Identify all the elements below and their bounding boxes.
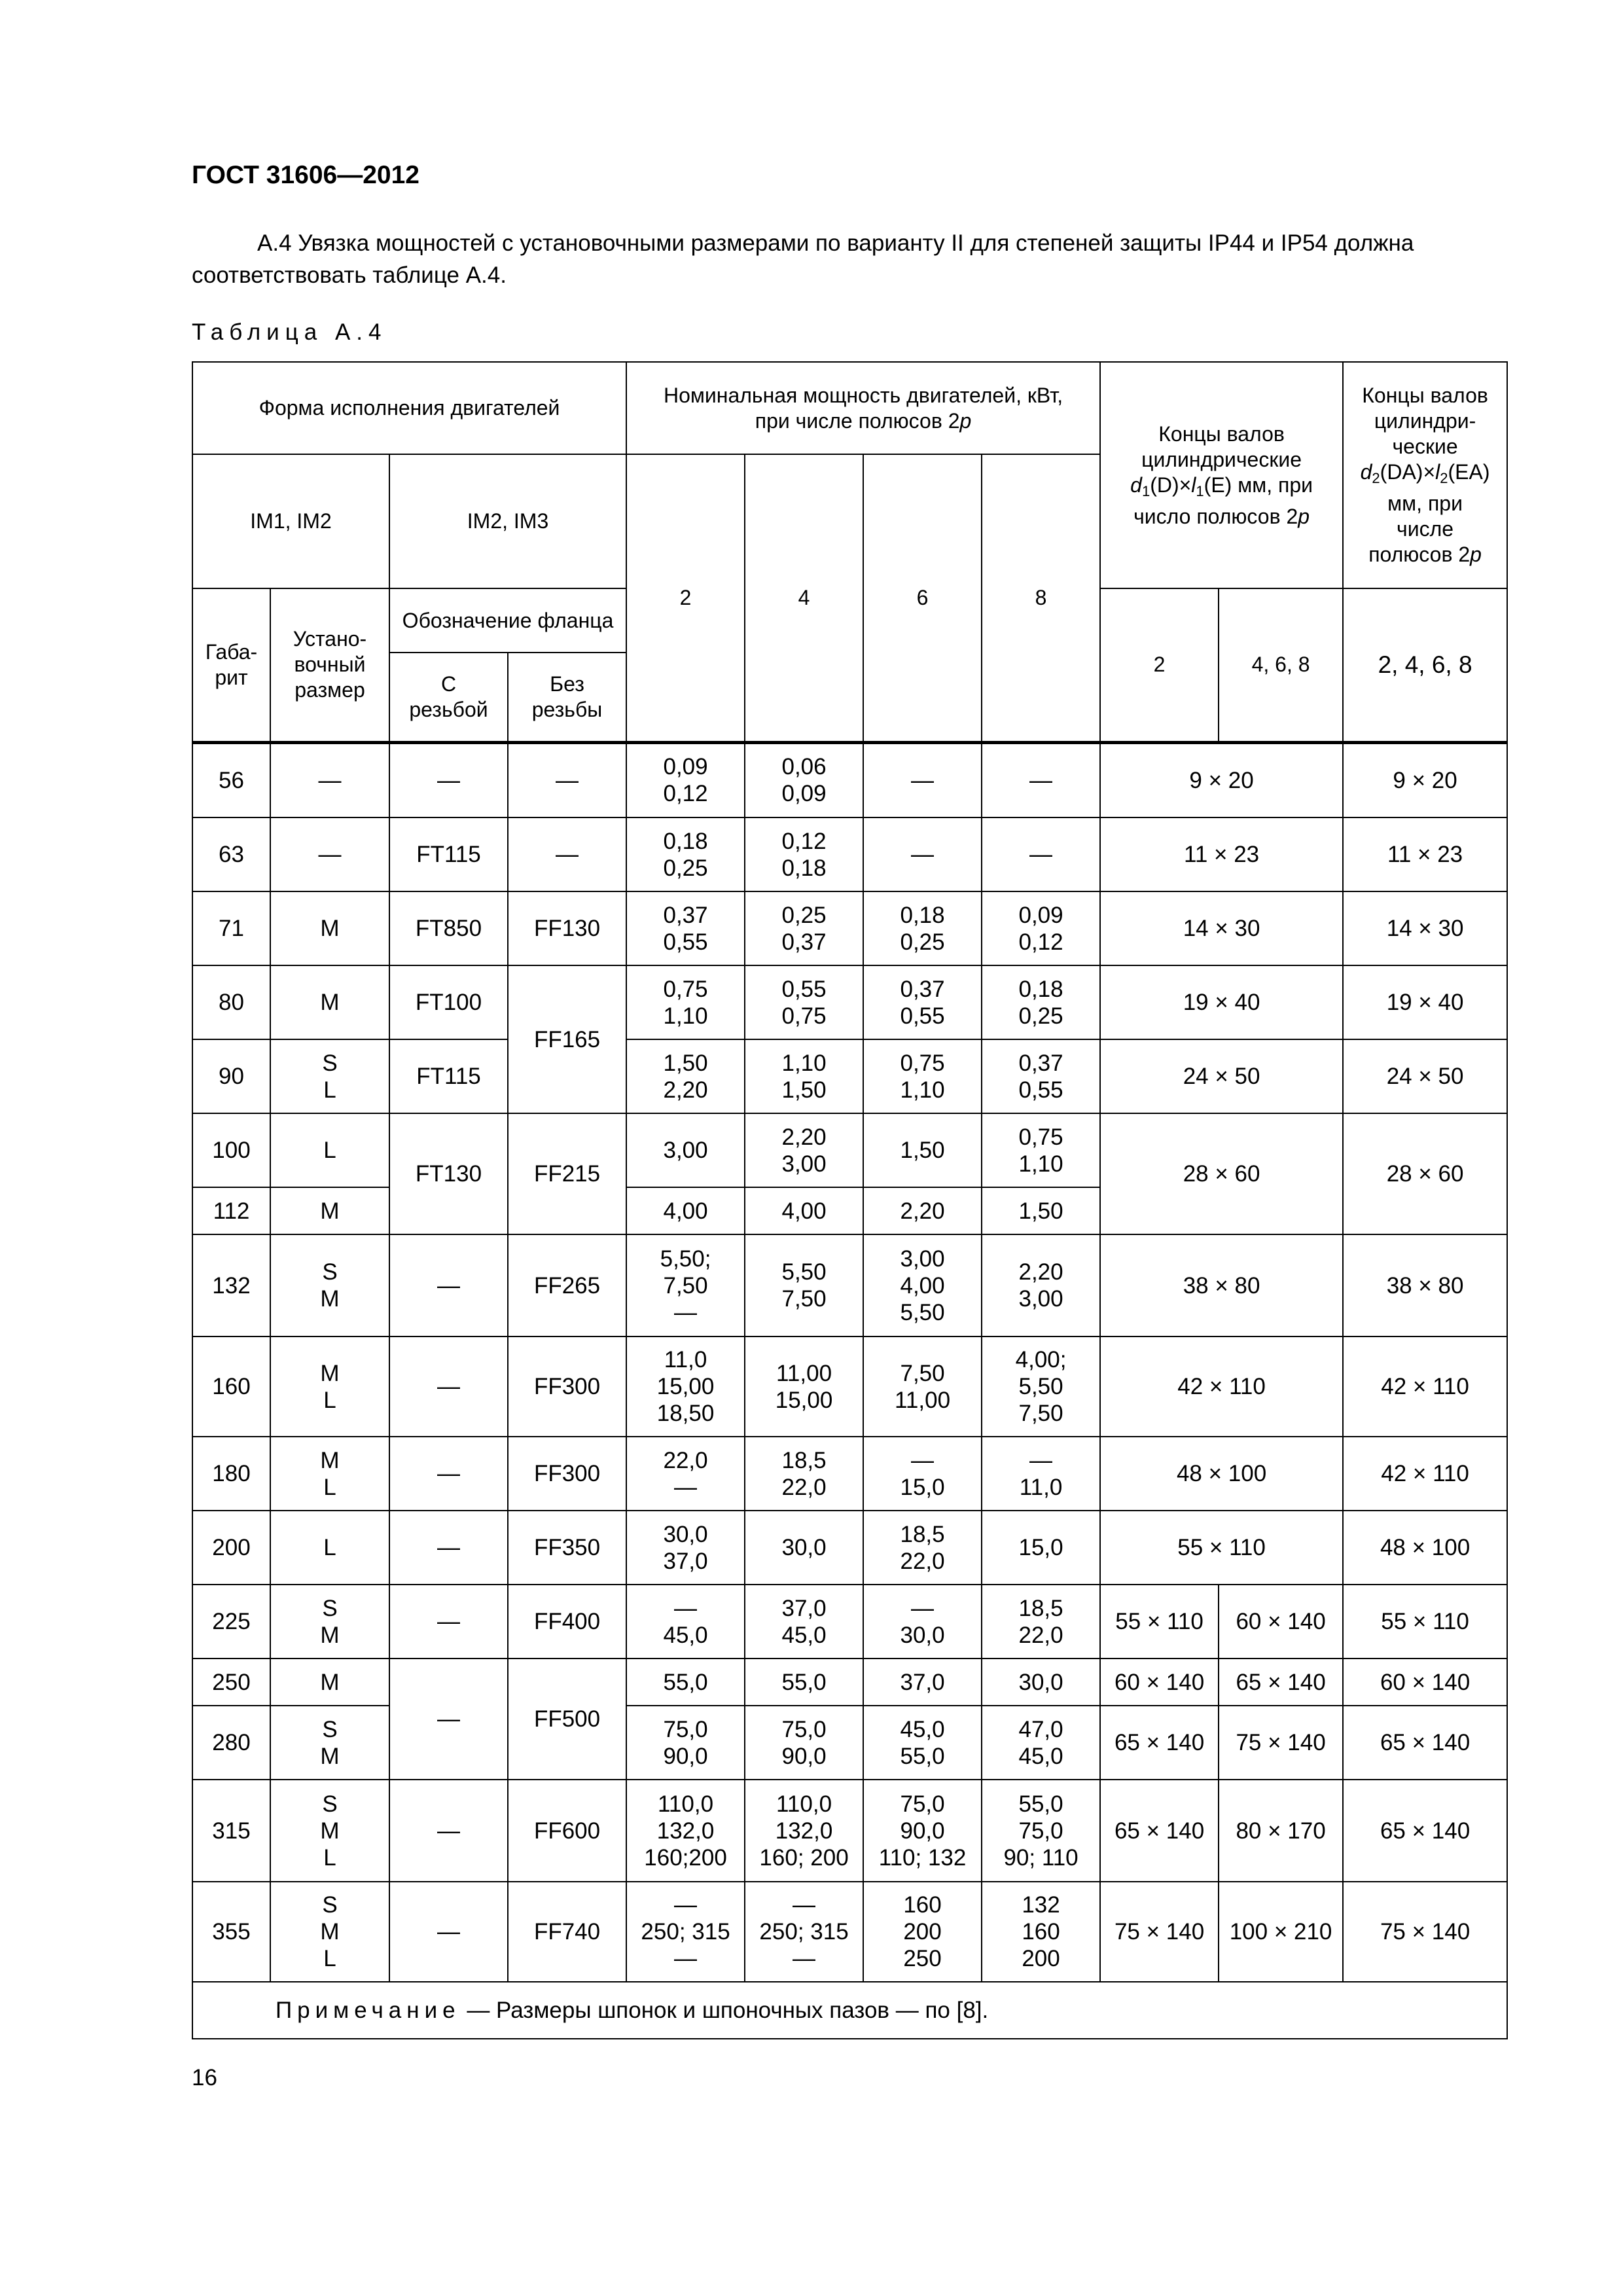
cell-thread: — — [389, 742, 508, 817]
table-row — [192, 742, 1507, 817]
cell-p4: — 250; 315 — — [745, 1882, 863, 1982]
cell-p6: 0,75 1,10 — [863, 1039, 982, 1113]
cell-ust: S M — [270, 1585, 389, 1659]
cell-gabarit: 71 — [192, 891, 270, 965]
cell-p2: — 250; 315 — — [626, 1882, 745, 1982]
table-row — [192, 891, 1507, 965]
cell-p6: 7,50 11,00 — [863, 1336, 982, 1437]
cell-d1: 38 × 80 — [1100, 1234, 1343, 1336]
note-text: — Размеры шпонок и шпоночных пазов — по [8]. — [460, 1998, 989, 2023]
cell-thread: — — [389, 1234, 508, 1336]
cell-p2: — 45,0 — [626, 1585, 745, 1659]
cell-d1-2: 65 × 140 — [1100, 1780, 1219, 1882]
cell-nothread: — — [508, 817, 626, 891]
table-note-row — [192, 1982, 1507, 2039]
cell-d1: 11 × 23 — [1100, 817, 1343, 891]
cell-p8: — — [982, 817, 1100, 891]
table-row — [192, 1039, 1507, 1113]
cell-p8: 4,00; 5,50 7,50 — [982, 1336, 1100, 1437]
cell-thread: — — [389, 1511, 508, 1585]
cell-d2: 75 × 140 — [1343, 1882, 1507, 1982]
cell-nothread: FF215 — [508, 1113, 626, 1234]
cell-d1-2: 55 × 110 — [1100, 1585, 1219, 1659]
cell-ust: M L — [270, 1437, 389, 1511]
cell-d2: 14 × 30 — [1343, 891, 1507, 965]
cell-p4: 11,00 15,00 — [745, 1336, 863, 1437]
cell-p6: 160 200 250 — [863, 1882, 982, 1982]
header-shaft-d1: Концы валов цилиндрические $d_1(D)\times l_1(E)$ мм, при число полюсов 2p — [1100, 362, 1343, 588]
cell-p8: 0,75 1,10 — [982, 1113, 1100, 1187]
cell-p2: 75,0 90,0 — [626, 1706, 745, 1780]
cell-p2: 0,09 0,12 — [626, 742, 745, 817]
cell-ust: S M L — [270, 1780, 389, 1882]
cell-d1-468: 60 × 140 — [1219, 1585, 1343, 1659]
cell-thread: — — [389, 1659, 508, 1780]
cell-d2: 9 × 20 — [1343, 742, 1507, 817]
cell-ust: — — [270, 742, 389, 817]
cell-d2: 65 × 140 — [1343, 1706, 1507, 1780]
cell-thread: — — [389, 1882, 508, 1982]
cell-ust: S M — [270, 1706, 389, 1780]
table-row — [192, 1780, 1507, 1882]
cell-p8: 0,18 0,25 — [982, 965, 1100, 1039]
header-power: Номинальная мощность двигателей, кВт, при числе полюсов 2p — [626, 362, 1100, 454]
cell-d1-2: 60 × 140 — [1100, 1659, 1219, 1706]
page-number: 16 — [192, 2065, 217, 2090]
cell-d2: 11 × 23 — [1343, 817, 1507, 891]
cell-p8: 2,20 3,00 — [982, 1234, 1100, 1336]
header-ust: Устано- вочный размер — [270, 588, 389, 742]
cell-gabarit: 355 — [192, 1882, 270, 1982]
cell-p8: 47,0 45,0 — [982, 1706, 1100, 1780]
cell-p4: 55,0 — [745, 1659, 863, 1706]
cell-p6: — — [863, 742, 982, 817]
cell-gabarit: 63 — [192, 817, 270, 891]
cell-d1-468: 75 × 140 — [1219, 1706, 1343, 1780]
cell-d2: 42 × 110 — [1343, 1336, 1507, 1437]
cell-d1: 48 × 100 — [1100, 1437, 1343, 1511]
cell-ust: M — [270, 891, 389, 965]
cell-p8: 132 160 200 — [982, 1882, 1100, 1982]
cell-d2: 38 × 80 — [1343, 1234, 1507, 1336]
cell-p2: 5,50; 7,50 — — [626, 1234, 745, 1336]
cell-p6: — 30,0 — [863, 1585, 982, 1659]
cell-p8: 55,0 75,0 90; 110 — [982, 1780, 1100, 1882]
header-poles-2: 2 — [626, 454, 745, 742]
cell-d1: 55 × 110 — [1100, 1511, 1343, 1585]
cell-nothread: FF165 — [508, 965, 626, 1113]
cell-p6: 18,5 22,0 — [863, 1511, 982, 1585]
cell-gabarit: 112 — [192, 1187, 270, 1234]
cell-gabarit: 160 — [192, 1336, 270, 1437]
header-im23: IM2, IM3 — [389, 454, 626, 588]
cell-nothread: FF600 — [508, 1780, 626, 1882]
cell-p4: 18,5 22,0 — [745, 1437, 863, 1511]
table-row — [192, 1113, 1507, 1187]
cell-p2: 3,00 — [626, 1113, 745, 1187]
header-d1-poles-468: 4, 6, 8 — [1219, 588, 1343, 742]
header-d2-poles-all: 2, 4, 6, 8 — [1343, 588, 1507, 742]
cell-p6: 45,0 55,0 — [863, 1706, 982, 1780]
cell-gabarit: 56 — [192, 742, 270, 817]
cell-p4: 0,12 0,18 — [745, 817, 863, 891]
cell-p4: 2,20 3,00 — [745, 1113, 863, 1187]
cell-ust: M — [270, 1187, 389, 1234]
table-row — [192, 817, 1507, 891]
cell-p4: 5,50 7,50 — [745, 1234, 863, 1336]
cell-d1-2: 75 × 140 — [1100, 1882, 1219, 1982]
cell-p8: — 11,0 — [982, 1437, 1100, 1511]
header-thread: С резьбой — [389, 653, 508, 742]
cell-ust: M — [270, 1659, 389, 1706]
cell-p8: 18,5 22,0 — [982, 1585, 1100, 1659]
cell-gabarit: 132 — [192, 1234, 270, 1336]
cell-p2: 11,0 15,00 18,50 — [626, 1336, 745, 1437]
cell-d1: 24 × 50 — [1100, 1039, 1343, 1113]
cell-gabarit: 250 — [192, 1659, 270, 1706]
table-note — [192, 1982, 1507, 2039]
cell-gabarit: 225 — [192, 1585, 270, 1659]
intro-paragraph — [192, 227, 1494, 291]
cell-p8: 0,09 0,12 — [982, 891, 1100, 965]
cell-ust: S M L — [270, 1882, 389, 1982]
cell-thread: FT130 — [389, 1113, 508, 1234]
cell-p8: — — [982, 742, 1100, 817]
cell-p4: 4,00 — [745, 1187, 863, 1234]
cell-d2: 28 × 60 — [1343, 1113, 1507, 1234]
cell-p2: 0,18 0,25 — [626, 817, 745, 891]
table-row — [192, 1437, 1507, 1511]
cell-d2: 60 × 140 — [1343, 1659, 1507, 1706]
cell-ust: M L — [270, 1336, 389, 1437]
cell-nothread: FF300 — [508, 1437, 626, 1511]
cell-d1-468: 100 × 210 — [1219, 1882, 1343, 1982]
cell-p2: 0,37 0,55 — [626, 891, 745, 965]
cell-thread: FT115 — [389, 817, 508, 891]
cell-p6: 0,18 0,25 — [863, 891, 982, 965]
cell-gabarit: 280 — [192, 1706, 270, 1780]
cell-ust: L — [270, 1511, 389, 1585]
cell-p6: 0,37 0,55 — [863, 965, 982, 1039]
cell-p8: 1,50 — [982, 1187, 1100, 1234]
cell-nothread: FF300 — [508, 1336, 626, 1437]
cell-p6: 1,50 — [863, 1113, 982, 1187]
cell-p4: 30,0 — [745, 1511, 863, 1585]
cell-nothread: FF500 — [508, 1659, 626, 1780]
cell-p6: 3,00 4,00 5,50 — [863, 1234, 982, 1336]
header-flange: Обозначение фланца — [389, 588, 626, 653]
header-form: Форма исполнения двигателей — [192, 362, 626, 454]
cell-p4: 0,55 0,75 — [745, 965, 863, 1039]
cell-d2: 65 × 140 — [1343, 1780, 1507, 1882]
cell-p2: 110,0 132,0 160;200 — [626, 1780, 745, 1882]
cell-thread: — — [389, 1437, 508, 1511]
cell-d2: 24 × 50 — [1343, 1039, 1507, 1113]
cell-thread: FT850 — [389, 891, 508, 965]
table-row — [192, 1336, 1507, 1437]
cell-nothread: FF265 — [508, 1234, 626, 1336]
cell-ust: S L — [270, 1039, 389, 1113]
cell-d2: 42 × 110 — [1343, 1437, 1507, 1511]
cell-gabarit: 200 — [192, 1511, 270, 1585]
cell-p4: 75,0 90,0 — [745, 1706, 863, 1780]
cell-thread: FT100 — [389, 965, 508, 1039]
cell-p2: 0,75 1,10 — [626, 965, 745, 1039]
header-shaft-d2: Концы валов цилиндри- ческие $d_2(DA)\times l_2(EA)$ мм, при числе полюсов 2p — [1343, 362, 1507, 588]
cell-nothread: FF350 — [508, 1511, 626, 1585]
cell-thread: FT115 — [389, 1039, 508, 1113]
cell-thread: — — [389, 1585, 508, 1659]
header-poles-6: 6 — [863, 454, 982, 742]
cell-d1: 28 × 60 — [1100, 1113, 1343, 1234]
table-row — [192, 1882, 1507, 1982]
cell-p4: 1,10 1,50 — [745, 1039, 863, 1113]
table-row — [192, 1659, 1507, 1706]
header-poles-4: 4 — [745, 454, 863, 742]
cell-d2: 19 × 40 — [1343, 965, 1507, 1039]
power-table — [192, 361, 1508, 2039]
table-row — [192, 1234, 1507, 1336]
document-header: ГОСТ 31606—2012 — [192, 161, 419, 189]
cell-d1: 19 × 40 — [1100, 965, 1343, 1039]
cell-p2: 1,50 2,20 — [626, 1039, 745, 1113]
cell-gabarit: 100 — [192, 1113, 270, 1187]
cell-d2: 55 × 110 — [1343, 1585, 1507, 1659]
cell-p6: — — [863, 817, 982, 891]
table-row — [192, 1511, 1507, 1585]
cell-gabarit: 90 — [192, 1039, 270, 1113]
cell-d1-468: 80 × 170 — [1219, 1780, 1343, 1882]
header-d1-poles-2: 2 — [1100, 588, 1219, 742]
cell-ust: M — [270, 965, 389, 1039]
cell-ust: — — [270, 817, 389, 891]
table-row — [192, 965, 1507, 1039]
cell-thread: — — [389, 1336, 508, 1437]
header-poles-8: 8 — [982, 454, 1100, 742]
cell-d1: 9 × 20 — [1100, 742, 1343, 817]
cell-p6: — 15,0 — [863, 1437, 982, 1511]
cell-gabarit: 315 — [192, 1780, 270, 1882]
cell-d1-2: 65 × 140 — [1100, 1706, 1219, 1780]
cell-nothread: FF400 — [508, 1585, 626, 1659]
cell-p8: 15,0 — [982, 1511, 1100, 1585]
cell-p4: 110,0 132,0 160; 200 — [745, 1780, 863, 1882]
cell-p2: 55,0 — [626, 1659, 745, 1706]
table-row — [192, 1585, 1507, 1659]
cell-p2: 22,0 — — [626, 1437, 745, 1511]
cell-d1: 42 × 110 — [1100, 1336, 1343, 1437]
cell-ust: L — [270, 1113, 389, 1187]
cell-d1: 14 × 30 — [1100, 891, 1343, 965]
header-im12: IM1, IM2 — [192, 454, 389, 588]
cell-gabarit: 80 — [192, 965, 270, 1039]
cell-p8: 30,0 — [982, 1659, 1100, 1706]
cell-p8: 0,37 0,55 — [982, 1039, 1100, 1113]
cell-p6: 75,0 90,0 110; 132 — [863, 1780, 982, 1882]
intro-text: А.4 Увязка мощностей с установочными размерами по варианту II для степеней защиты IP44 и IP54 должна соответствовать таблице А.4. — [192, 230, 1414, 288]
cell-p6: 2,20 — [863, 1187, 982, 1234]
cell-p2: 30,0 37,0 — [626, 1511, 745, 1585]
cell-p4: 37,0 45,0 — [745, 1585, 863, 1659]
note-label: Примечание — [276, 1998, 461, 2023]
cell-nothread: — — [508, 742, 626, 817]
cell-d2: 48 × 100 — [1343, 1511, 1507, 1585]
table-caption: Таблица А.4 — [192, 319, 387, 345]
cell-p4: 0,25 0,37 — [745, 891, 863, 965]
cell-ust: S M — [270, 1234, 389, 1336]
cell-p2: 4,00 — [626, 1187, 745, 1234]
cell-nothread: FF130 — [508, 891, 626, 965]
cell-p4: 0,06 0,09 — [745, 742, 863, 817]
cell-nothread: FF740 — [508, 1882, 626, 1982]
cell-p6: 37,0 — [863, 1659, 982, 1706]
header-nothread: Без резьбы — [508, 653, 626, 742]
cell-gabarit: 180 — [192, 1437, 270, 1511]
header-gabarit: Габа- рит — [192, 588, 270, 742]
cell-thread: — — [389, 1780, 508, 1882]
cell-d1-468: 65 × 140 — [1219, 1659, 1343, 1706]
